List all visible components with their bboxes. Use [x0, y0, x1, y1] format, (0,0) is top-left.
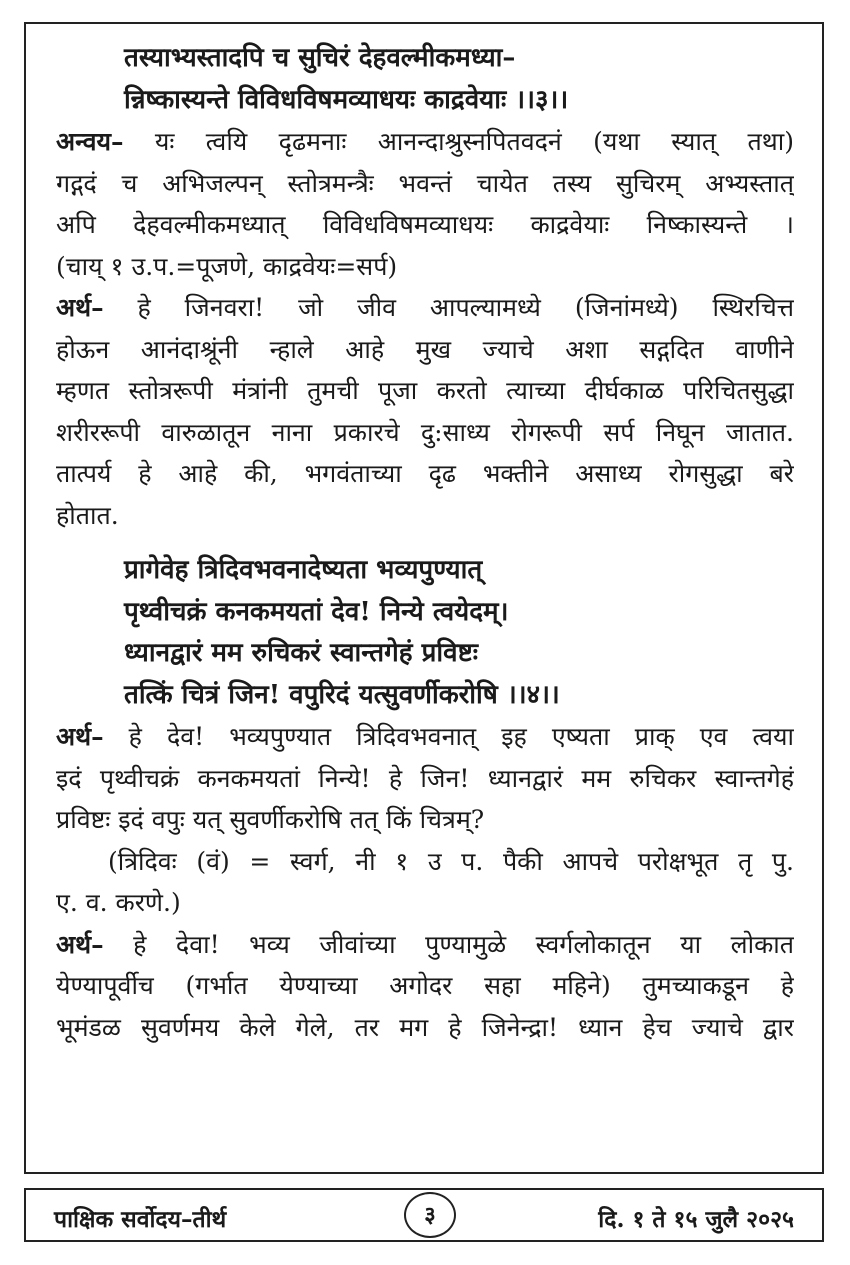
verse-3-line-1: तस्याभ्यस्तादपि च सुचिरं देहवल्मीकमध्या– — [124, 43, 516, 73]
arth-3-line-2: होऊन आनंदाश्रूंनी न्हाले आहे मुख ज्याचे अशा सद्गदित वाणीने — [56, 334, 794, 364]
issue-date: दि. १ ते १५ जुलै २०२५ — [598, 1206, 794, 1233]
page-body — [24, 22, 824, 1174]
anvay-3-text-1: यः त्वयि दृढमनाः आनन्दाश्रुस्नपितवदनं (यथा स्यात् तथा) — [123, 127, 794, 156]
publication-name: पाक्षिक सर्वोदय–तीर्थ — [54, 1206, 227, 1233]
arth-label: अर्थ– — [56, 293, 104, 322]
anvay-4-line-5: ए. व. करणे.) — [56, 888, 181, 917]
verse-3-line-2: न्निष्कास्यन्ते विविधविषमव्याधयः काद्रवेयाः ।।३।। — [124, 84, 569, 115]
arth-label: अर्थ– — [56, 929, 104, 959]
page-footer — [24, 1188, 824, 1242]
anvay-3-line-1 — [56, 121, 794, 163]
arth-4-line-1 — [56, 924, 794, 966]
anvay-4-line-2: इदं पृथ्वीचक्रं कनकमयतां निन्ये! हे जिन! ध्यानद्वारं मम रुचिकर स्वान्तगेहं — [56, 763, 794, 793]
verse-4-line-4: तत्किं चित्रं जिन! वपुरिदं यत्सुवर्णीकरोषि ।।४।। — [124, 679, 560, 710]
anvay-4-line-3: प्रविष्टः इदं वपुः यत् सुवर्णीकरोषि तत् किं चित्रम्? — [56, 805, 485, 834]
anvay-3-line-4: (चाय् १ उ.प.=पूजणे, काद्रवेयः=सर्प) — [56, 251, 398, 281]
anvay-3-line-2: गद्गदं च अभिजल्पन् स्तोत्रमन्त्रैः भवन्तं चायेत तस्य सुचिरम् अभ्यस्तात् — [56, 168, 794, 198]
anvay-4-line-1 — [56, 716, 794, 758]
arth-4-text-1: हे देवा! भव्य जीवांच्या पुण्यामुळे स्वर्गलोकातून या लोकात — [103, 929, 794, 959]
arth-3-line-6: होतात. — [56, 500, 119, 530]
arth-label: अर्थ– — [56, 722, 104, 751]
arth-4-line-2: येण्यापूर्वीच (गर्भात येण्याच्या अगोदर सहा महिने) तुमच्याकडून हे — [56, 971, 794, 1000]
page-number: ३ — [404, 1192, 456, 1238]
verse-4-line-1: प्रागेवेह त्रिदिवभवनादेष्यता भव्यपुण्यात् — [124, 555, 483, 585]
anvay-label: अन्वय– — [56, 127, 124, 156]
arth-3-line-3: म्हणत स्तोत्ररूपी मंत्रांनी तुमची पूजा करतो त्याच्या दीर्घकाळ परिचितसुद्धा — [56, 376, 794, 405]
verse-4-line-2: पृथ्वीचक्रं कनकमयतां देव! निन्ये त्वयेदम्। — [124, 596, 509, 627]
spacer — [56, 536, 794, 550]
anvay-3-line-3: अपि देहवल्मीकमध्यात् विविधविषमव्याधयः काद्रवेयाः निष्कास्यन्ते । — [56, 210, 794, 239]
arth-4-line-3: भूमंडळ सुवर्णमय केले गेले, तर मग हे जिनेन्द्रा! ध्यान हेच ज्याचे द्वार — [56, 1012, 794, 1042]
arth-3-line-4: शरीररूपी वारुळातून नाना प्रकारचे दु:साध्य रोगरूपी सर्प निघून जातात. — [56, 417, 794, 447]
anvay-4-line-4: (त्रिदिवः (वं) = स्वर्ग, नी १ उ प. पैकी आपचे परोक्षभूत तृ पु. — [108, 846, 794, 876]
anvay-4-text-1: हे देव! भव्यपुण्यात त्रिदिवभवनात् इह एष्यता प्राक् एव त्वया — [103, 722, 794, 751]
arth-3-line-1 — [56, 287, 794, 329]
arth-3-text-1: हे जिनवरा! जो जीव आपल्यामध्ये (जिनांमध्ये) स्थिरचित्त — [103, 293, 794, 322]
verse-4-line-3: ध्यानद्वारं मम रुचिकरं स्वान्तगेहं प्रविष्टः — [124, 638, 479, 668]
arth-3-line-5: तात्पर्य हे आहे की, भगवंताच्या दृढ भक्तीने असाध्य रोगसुद्धा बरे — [56, 459, 794, 488]
